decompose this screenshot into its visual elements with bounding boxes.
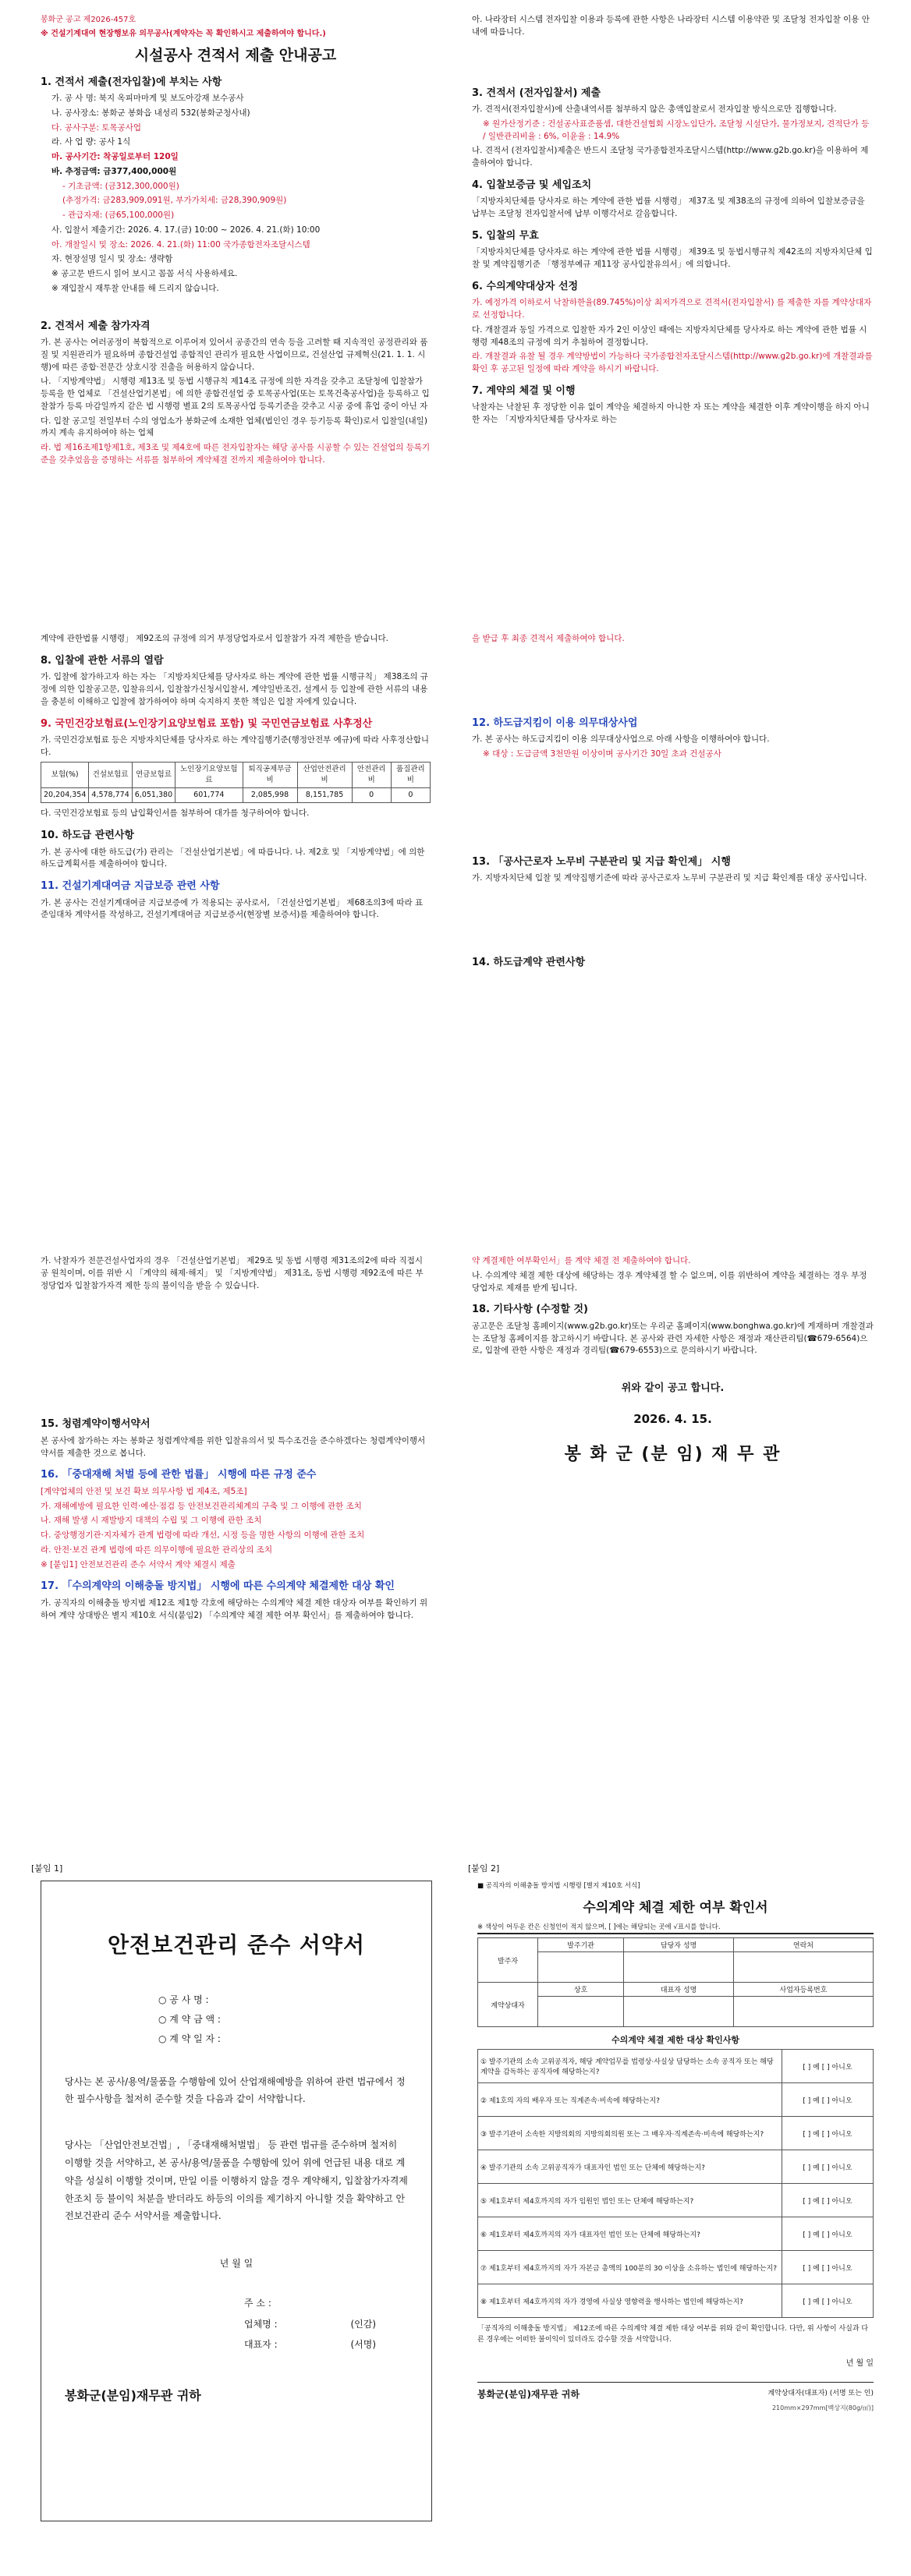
s16-item: 나. 재해 발생 시 재발방지 대책의 수립 및 그 이행에 관한 조치	[41, 1516, 262, 1526]
check-row	[478, 2284, 874, 2318]
s1-item: 사. 입찰서 제출기간: 2026. 4. 17.(금) 10:00 ~ 2026. 4. 21.(화) 10:00	[51, 225, 321, 235]
table-header-cell: 보험(%)	[41, 762, 89, 788]
notice-right-column-2	[472, 633, 874, 974]
table-cell: 20,204,354	[41, 788, 89, 803]
form-signers	[244, 2293, 431, 2355]
s18-text: 공고문은 조달청 홈페이지(www.g2b.go.kr)또는 우리군 홈페이지(www.bonghwa.go.kr)에 게재하며 개찰결과는 조달청 홈페이지를 참고하시기 바랍니다. 본 공사와 관련 자세한 사항은 재정과 재산관리팀(☎679-6564)으로, 입찰에 관한 사항은 재정과 경리팀(☎679-6553)으로 문의하시기 바랍니다.	[472, 1321, 874, 1356]
company-label: 업체명 :	[244, 2318, 278, 2330]
right-low-text: 나. 수의계약 체결 제한 대상에 해당하는 경우 계약체결 할 수 없으며, 이를 위반하여 계약을 체결하는 경우 부정당업자로 제재를 받게 됩니다.	[472, 1270, 867, 1293]
form-para-2: 당사는 「산업안전보건법」, 「중대재해처벌법」 등 관련 법규를 준수하며 철저히 이행할 것을 서약하고, 본 공사/용역/물품을 수행함에 있어 위에 언급된 내용 대로 계약을 성실히 이행할 것이며, 만일 이를 이행하지 않을 경우 계약해지, 입찰참가자격제한조치 등 불이익 처분을 받더라도 하등의 이의를 제기하지 아니할 것을 확약하고 안전보건관리 준수 서약서를 제출합니다.	[65, 2139, 408, 2222]
check-yn[interactable]: [ ] 예 [ ] 아니오	[782, 2117, 874, 2150]
section-9-title: 9. 국민건강보험료(노인장기요양보험료 포함) 및 국민연금보험료 사후정산	[41, 717, 373, 730]
s1-item: 마. 공사기간: 착공일로부터 120일	[51, 152, 179, 161]
section-1-items	[41, 93, 431, 295]
field-contract-date: ○ 계 약 일 자 :	[158, 2033, 221, 2045]
s7-text: 낙찰자는 낙찰된 후 정당한 이유 없이 계약을 체결하지 아니한 자 또는 계약을 체결한 이후 계약이행을 하지 아니한 자는 「지방자치단체를 당사자로 하는	[472, 402, 870, 424]
section-12-title: 12. 하도급지킴이 이용 의무대상사업	[472, 717, 638, 729]
s9-text2: 다. 국민건강보험료 등의 납입확인서를 첨부하여 대가를 청구하여야 합니다.	[41, 809, 310, 819]
page-title: 시설공사 견적서 제출 안내공고	[134, 47, 337, 64]
form2-title: 수의계약 체결 제한 여부 확인서	[583, 1900, 768, 1916]
attachment-1-form	[41, 1881, 432, 2521]
notice-right-column-3	[472, 1255, 874, 1470]
check-question: ② 제1호의 자의 배우자 또는 직계존속·비속에 해당하는지?	[478, 2083, 782, 2117]
form-footer: 봉화군(분임)재무관 귀하	[65, 2388, 201, 2404]
party-label: 계약상대자	[478, 1983, 538, 2027]
right-top-text: 아. 나라장터 시스템 전자입찰 이용과 등록에 관한 사항은 나라장터 시스템 이용약관 및 조달청 전자입찰 이용 안내에 따릅니다.	[472, 15, 870, 37]
check-row	[478, 2117, 874, 2150]
s12-text: 가. 본 공사는 하도급지킴이 이용 의무대상사업으로 아래 사항을 이행하여야 합니다.	[472, 734, 770, 745]
s1-item: 가. 공 사 명: 북지 옥피마마게 및 보도아강재 보수공사	[51, 94, 244, 103]
party-col: 연락처	[733, 1938, 873, 1952]
form2-size-note: 210mm×297mm[백상지(80g/㎡)]	[771, 2404, 874, 2411]
field-contract-amount: ○ 계 약 금 액 :	[158, 2014, 221, 2026]
check-question: ⑤ 제1호부터 제4호까지의 자가 임원인 법인 또는 단체에 해당하는지?	[478, 2184, 782, 2217]
check-question: ⑦ 제1호부터 제4호까지의 자가 자본금 총액의 100분의 30 이상을 소유하는 법인에 해당하는지?	[478, 2251, 782, 2284]
notice-left-column-3	[41, 1255, 431, 1624]
company-seal: (인감)	[350, 2318, 377, 2330]
form2-footer-right: 계약상대자(대표자) (서명 또는 인)	[767, 2390, 874, 2397]
section-18-title: 18. 기타사항 (수정할 것)	[472, 1304, 588, 1316]
right-low-red: 약 계결제한 여부확인서」를 계약 체결 전 제출하여야 합니다.	[472, 1256, 691, 1265]
s8-text: 가. 입찰에 참가하고자 하는 자는 「지방자치단체를 당사자로 하는 계약에 관한 법률 시행규칙」 제38조의 규정에 의한 입찰공고문, 입찰유의서, 입찰참가신청서입찰서, 계약일반조건, 설계서 등 입찰에 관한 서류의 내용을 충분히 이해하고 입찰에 참가하여야 하며 숙지하지 못한 책임은 입찰 자에게 있습니다.	[41, 672, 428, 706]
rep-line	[244, 2334, 431, 2355]
section-13-title: 13. 「공사근로자 노무비 구분관리 및 지급 확인제」 시행	[472, 855, 731, 868]
table-row	[478, 1983, 874, 1997]
form-date-line: 년 월 일	[219, 2258, 253, 2270]
p2-left-top: 가. 낙찰자가 전문건설사업자의 경우 「건설산업기본법」 제29조 및 동법 시행령 제31조의2에 따라 직접시공 원칙이며, 이를 위반 시 「계약의 해제·해지」 및 「지방계약법」 제31조, 동법 시행령 제92조에 따른 부정당업자 입찰참가자격 제한 등의 불이익을 받을 수 있습니다.	[41, 1256, 424, 1290]
form-title: 안전보건관리 준수 서약서	[107, 1932, 366, 1958]
section-6-title: 6. 수의계약대상자 선정	[472, 280, 579, 292]
party-value[interactable]	[624, 1997, 734, 2027]
party-col: 담당자 성명	[624, 1938, 734, 1952]
s13-text: 가. 지방자치단체 입찰 및 계약집행기준에 따라 공사근로자 노무비 구분관리 및 지급 확인제를 대상 공사입니다.	[472, 873, 867, 883]
s6-text: 가. 예정가격 이하로서 낙찰하한율(89.745%)이상 최저가격으로 견적서(전자입찰서) 를 제출한 자를 계약상대자로 선정합니다.	[472, 298, 872, 320]
field-project-name: ○ 공 사 명 :	[158, 1994, 209, 2005]
table-header-row	[41, 762, 431, 788]
closing-text: 위와 같이 공고 합니다.	[621, 1382, 725, 1394]
notice-left-column-2	[41, 633, 431, 924]
check-row	[478, 2150, 874, 2184]
notice-left-column-1	[41, 14, 431, 469]
s1-item: - 기초금액: (금312,300,000원)	[62, 181, 179, 191]
section-2-title: 2. 견적서 제출 참가자격	[41, 320, 151, 332]
s11-text: 가. 본 공사는 건설기계대여금 지급보증에 가 적용되는 공사로서, 「건설산업기본법」 제68조의3에 따라 표준임대차 계약서를 작성하고, 건설기계대여금 지급보증서(현장별 보증서)를 제출하여야 합니다.	[41, 897, 424, 920]
s1-item: ※ 재입찰시 재투찰 안내를 해 드리지 않습니다.	[51, 283, 219, 293]
section-8-title: 8. 입찰에 관한 서류의 열람	[41, 654, 164, 667]
section-10-title: 10. 하도급 관련사항	[41, 830, 134, 841]
party-value[interactable]	[733, 1997, 873, 2027]
s1-item: (추정가격: 금283,909,091원, 부가가치세: 금28,390,909원)	[62, 196, 287, 206]
check-table	[477, 2049, 874, 2318]
check-yn[interactable]: [ ] 예 [ ] 아니오	[782, 2083, 874, 2117]
s16-item: [계약업체의 안전 및 보건 확보 의무사항 법 제4조, 제5조]	[41, 1486, 247, 1496]
attachment-2-tag: [붙임 2]	[468, 1863, 500, 1874]
s1-item: 아. 개찰일시 및 장소: 2026. 4. 21.(화) 11:00 국가종합전자조달시스템	[51, 239, 310, 249]
s2-item: 다. 입찰 공고일 전일부터 수의 영업소가 봉화군에 소재한 업체(법인인 경우 등기등록 확인)로서 입찰일(내일)까지 계속 유지하여야 하는 업체	[41, 416, 427, 438]
section-4-title: 4. 입찰보증금 및 세입조치	[472, 179, 592, 191]
check-question: ③ 발주기관이 소속한 지방의회의 지방의회의원 또는 그 배우자·직계존속·비속에 해당하는지?	[478, 2117, 782, 2150]
check-question: ④ 발주기관의 소속 고위공직자가 대표자인 법인 또는 단체에 해당하는지?	[478, 2150, 782, 2184]
check-row	[478, 2083, 874, 2117]
s17-text: 가. 공직자의 이해충돌 방지법 제12조 제1항 각호에 해당하는 수의계약 체결 제한 대상자 여부를 확인하기 위하여 계약 상대방은 별지 제10호 서식(붙임2) 「수의계약 체결 제한 여부 확인서」를 제출하여야 합니다.	[41, 1598, 428, 1620]
form2-party-table	[477, 1937, 874, 2027]
s1-item: 나. 공사장소: 봉화군 봉화읍 내성리 532(봉화군청사내)	[51, 108, 250, 118]
table-cell: 4,578,774	[89, 788, 132, 803]
check-title: 수의계약 체결 제한 대상 확인사항	[611, 2035, 740, 2045]
table-row	[478, 1952, 874, 1983]
attachment-1-tag: [붙임 1]	[31, 1863, 63, 1874]
form2-date-line: 년 월 일	[845, 2359, 874, 2368]
party-col: 상호	[538, 1983, 624, 1997]
party-label: 발주자	[478, 1938, 538, 1983]
form2-pre: ■ 공직자의 이해충돌 방지법 시행령 [별지 제10호 서식]	[477, 1882, 640, 1890]
s1-item: 자. 현장설명 일시 및 장소: 생략함	[51, 254, 173, 264]
section-17-title: 17. 「수의계약의 이해충돌 방지법」 시행에 따른 수의계약 체결제한 대상 확인	[41, 1580, 395, 1593]
notice-date: 2026. 4. 15.	[633, 1411, 712, 1426]
table-header-cell: 품질관리비	[391, 762, 430, 788]
section-1-title: 1. 견적서 제출(전자입찰)에 부치는 사항	[41, 76, 222, 88]
check-row	[478, 2184, 874, 2217]
s6-text2: 다. 개찰결과 동일 가격으로 입찰한 자가 2인 이상인 때에는 지방자치단체를 당사자로 하는 계약에 관한 법률 시행령 제48조의 규정에 의거 추첨하여 결정합니다.	[472, 324, 867, 347]
form-fields	[158, 1990, 431, 2050]
party-col: 발주기관	[538, 1938, 624, 1952]
table-cell: 601,774	[175, 788, 243, 803]
issuer-name: 봉 화 군 (분 임) 재 무 관	[564, 1445, 782, 1464]
s4-text: 「지방자치단체를 당사자로 하는 계약에 관한 법률 시행령」 제37조 및 제38조의 규정에 의하여 입찰보증금을 납부는 조달청 전자입찰서에 납부 이행각서로 갈음합니다.	[472, 196, 865, 218]
table-header-cell: 노인장기요양보험료	[175, 762, 243, 788]
section-11-title: 11. 건설기계대여금 지급보증 관련 사항	[41, 880, 220, 892]
banner-notice: ※ 건설기계대여 현장행보유 의무공사(계약자는 꼭 확인하시고 제출하여야 합니다.)	[41, 30, 326, 38]
notice-number: 봉화군 공고 제2026-457호	[41, 16, 136, 24]
right-mid-text: 을 받급 후 최종 견적서 제출하여야 합니다.	[472, 634, 625, 643]
party-col: 대표자 성명	[624, 1983, 734, 1997]
s1-item: ※ 공고문 반드시 읽어 보시고 꼼꼼 서식 사용하세요.	[51, 269, 238, 278]
table-header-cell: 건설보험료	[89, 762, 132, 788]
check-row	[478, 2217, 874, 2251]
check-yn[interactable]: [ ] 예 [ ] 아니오	[782, 2251, 874, 2284]
check-question: ⑧ 제1호부터 제4호까지의 자가 경영에 사실상 영향력을 행사하는 법인에 해당하는지?	[478, 2284, 782, 2318]
table-cell: 0	[352, 788, 391, 803]
table-row	[478, 1997, 874, 2027]
table-row	[478, 1938, 874, 1952]
attachment-2-form	[477, 1881, 874, 2551]
form2-footer-bar	[477, 2382, 874, 2401]
table-cell: 6,051,380	[132, 788, 175, 803]
s3-sub: ※ 원가산정기준 : 건설공사표준품셈, 대한건설협회 시장노임단가, 조달청 시설단가, 물가정보지, 견적단가 등 / 일반관리비율 : 6%, 이윤율 : 14.9%	[483, 119, 870, 141]
check-yn[interactable]: [ ] 예 [ ] 아니오	[782, 2050, 874, 2083]
table-header-cell: 연금보험료	[132, 762, 175, 788]
s2-item: 가. 본 공사는 여러공정이 복합적으로 이루어져 있어서 공종간의 연속 등을 고려할 때 지속적인 공정관리와 품질 및 지원관리가 필요하며 종합건설업 종합적인 관리가 필요한 사업이므로, 건설산업 규제혁신(21. 1. 1. 시행)에 따른 종합·전문간 상호시장 진출을 허용하지 않습니다.	[41, 338, 428, 372]
table-header-cell: 안전관리비	[352, 762, 391, 788]
party-col: 사업자등록번호	[733, 1983, 873, 1997]
party-value[interactable]	[733, 1952, 873, 1983]
section-14-title: 14. 하도급계약 관련사항	[472, 957, 586, 968]
party-value[interactable]	[538, 1952, 624, 1983]
table-header-cell: 산업안전관리비	[297, 762, 352, 788]
s2-item: 나. 「지방계약법」 시행령 제13조 및 동법 시행규칙 제14조 규정에 의한 자격을 갖추고 조달청에 입찰참가 등록을 한 업체로 「건설산업기본법」에 의한 종합건설업 중 토목공사업(또는 토목건축공사업)을 등록하고 입찰참가 등록 마감일까지 같은 법 시행령 별표 2의 토목공사업 등록기준을 갖추고 시공 중에 휴업 중이 아닌 자	[41, 377, 430, 411]
s1-item: 바. 추정금액: 금377,400,000원	[51, 166, 177, 176]
s2-item: 라. 법 제16조제1항제1호, 제3조 및 제4호에 따른 전자입찰자는 해당 공사를 시공할 수 있는 건설업의 등록기준을 갖추었음을 증명하는 서류를 첨부하여 계약체결 전까지 제출하여야 합니다.	[41, 443, 431, 465]
company-line	[244, 2314, 431, 2334]
form2-sub: ※ 색상이 어두운 칸은 신청인이 적지 않으며, [ ]에는 해당되는 곳에 √표시를 합니다.	[477, 1922, 874, 1934]
form2-footer: 봉화군(분임)재무관 귀하	[477, 2389, 580, 2400]
party-value[interactable]	[624, 1952, 734, 1983]
form2-closing: 「공직자의 이해충돌 방지법」 제12조에 따른 수의계약 체결 제한 대상 여부를 위와 같이 확인합니다. 다만, 위 사항이 사실과 다른 경우에는 어떠한 불이익이 있더라도 감수할 것을 서약합니다.	[477, 2325, 869, 2344]
table-cell: 2,085,998	[243, 788, 297, 803]
rep-seal: (서명)	[350, 2338, 377, 2350]
check-yn[interactable]: [ ] 예 [ ] 아니오	[782, 2217, 874, 2251]
s6-text3: 라. 개찰결과 유찰 될 경우 계약방법이 가능하다 국가종합전자조달시스템(http://www.g2b.go.kr)에 개찰결과를 확인 후 공고된 일정에 따라 계약을 하시기 바랍니다.	[472, 352, 873, 373]
check-row	[478, 2050, 874, 2083]
check-row	[478, 2251, 874, 2284]
table-header-cell: 퇴직공제부금비	[243, 762, 297, 788]
section-5-title: 5. 입찰의 무효	[472, 229, 539, 242]
table-cell: 0	[391, 788, 430, 803]
s3-text: 가. 견적서(전자입찰서)에 산출내역서를 첨부하지 않은 총액입찰로서 전자입찰 방식으로만 집행합니다.	[472, 104, 837, 114]
s16-item: 라. 안전·보건 관계 법령에 따른 의무이행에 필요한 관리상의 조치	[41, 1545, 273, 1555]
section-15-title: 15. 청렴계약이행서약서	[41, 1418, 151, 1431]
s16-item: 가. 재해예방에 필요한 인력·예산·점검 등 안전보건관리체계의 구축 및 그 이행에 관한 조치	[41, 1501, 362, 1511]
s1-item: - 관급자재: (금65,100,000원)	[62, 211, 175, 220]
check-yn[interactable]: [ ] 예 [ ] 아니오	[782, 2284, 874, 2318]
section-16-title: 16. 「중대재해 처벌 등에 관한 법률」 시행에 따른 규정 준수	[41, 1469, 317, 1481]
s16-item: ※ [붙임1] 안전보건관리 준수 서약서 계약 체결시 제출	[41, 1559, 236, 1569]
check-question: ① 발주기관의 소속 고위공직자, 해당 계약업무를 법령상·사실상 담당하는 소속 공직자 또는 해당 계약을 감독하는 공직자에 해당하는지?	[478, 2050, 782, 2083]
s1-item: 다. 공사구분: 토목공사업	[51, 122, 141, 133]
s5-text: 「지방자치단체를 당사자로 하는 계약에 관한 법률 시행령」 제39조 및 동법시행규칙 제42조의 지방자치단체 입찰 및 계약집행기준 「행정부예규 제11장 공사입찰유의서」에 의합니다.	[472, 247, 873, 269]
party-value[interactable]	[538, 1997, 624, 2027]
section-3-title: 3. 견적서 (전자입찰서) 제출	[472, 87, 601, 99]
s9-text: 가. 국민건강보험료 등은 지방자치단체를 당사자로 하는 계약집행기준(행정안전부 예규)에 따라 사후정산합니다.	[41, 735, 430, 757]
s12-text2: ※ 대상 : 도급금액 3천만원 이상이며 공사기간 30일 초과 건설공사	[483, 749, 721, 759]
s16-item: 다. 중앙행정기관·지자체가 관계 법령에 따라 개선, 시정 등을 명한 사항의 이행에 관한 조치	[41, 1530, 365, 1540]
insurance-table	[41, 762, 431, 804]
s3-text2: 나. 견적서 (전자입찰서)제출은 반드시 조달청 국가종합전자조달시스템(http://www.g2b.go.kr)을 이용하여 제출하여야 합니다.	[472, 146, 869, 168]
table-cell: 8,151,785	[297, 788, 352, 803]
s15-text: 본 공사에 참가하는 자는 봉화군 청렴계약제를 위한 입찰유의서 및 특수조건을 준수하겠다는 청렴계약이행서약서를 제출한 것으로 봅니다.	[41, 1435, 426, 1458]
table-row	[41, 788, 431, 803]
check-question: ⑥ 제1호부터 제4호까지의 자가 대표자인 법인 또는 단체에 해당하는지?	[478, 2217, 782, 2251]
s1-item: 라. 사 업 량: 공사 1식	[51, 137, 131, 147]
s10-text: 가. 본 공사에 대한 하도급(가) 관리는 「건설산업기본법」에 따릅니다. 나. 제2호 및 「지방계약법」에 의한 하도급계획서를 제출하여야 합니다.	[41, 847, 425, 869]
section-7-title: 7. 계약의 체결 및 이행	[472, 384, 576, 397]
check-yn[interactable]: [ ] 예 [ ] 아니오	[782, 2184, 874, 2217]
addr-label: 주 소 :	[244, 2298, 271, 2309]
notice-right-column-1	[472, 14, 874, 429]
form-para-1: 당사는 본 공사/용역/물품을 수행함에 있어 산업재해예방을 위하여 관련 법규에서 정한 필수사항을 철저히 준수할 것을 다음과 같이 서약합니다.	[65, 2075, 406, 2105]
check-yn[interactable]: [ ] 예 [ ] 아니오	[782, 2150, 874, 2184]
s2-cont: 계약에 관한법률 시행령」 제92조의 규정에 의거 부정당업자로서 입찰참가 자격 제한을 받습니다.	[41, 634, 389, 643]
rep-label: 대표자 :	[244, 2338, 278, 2350]
